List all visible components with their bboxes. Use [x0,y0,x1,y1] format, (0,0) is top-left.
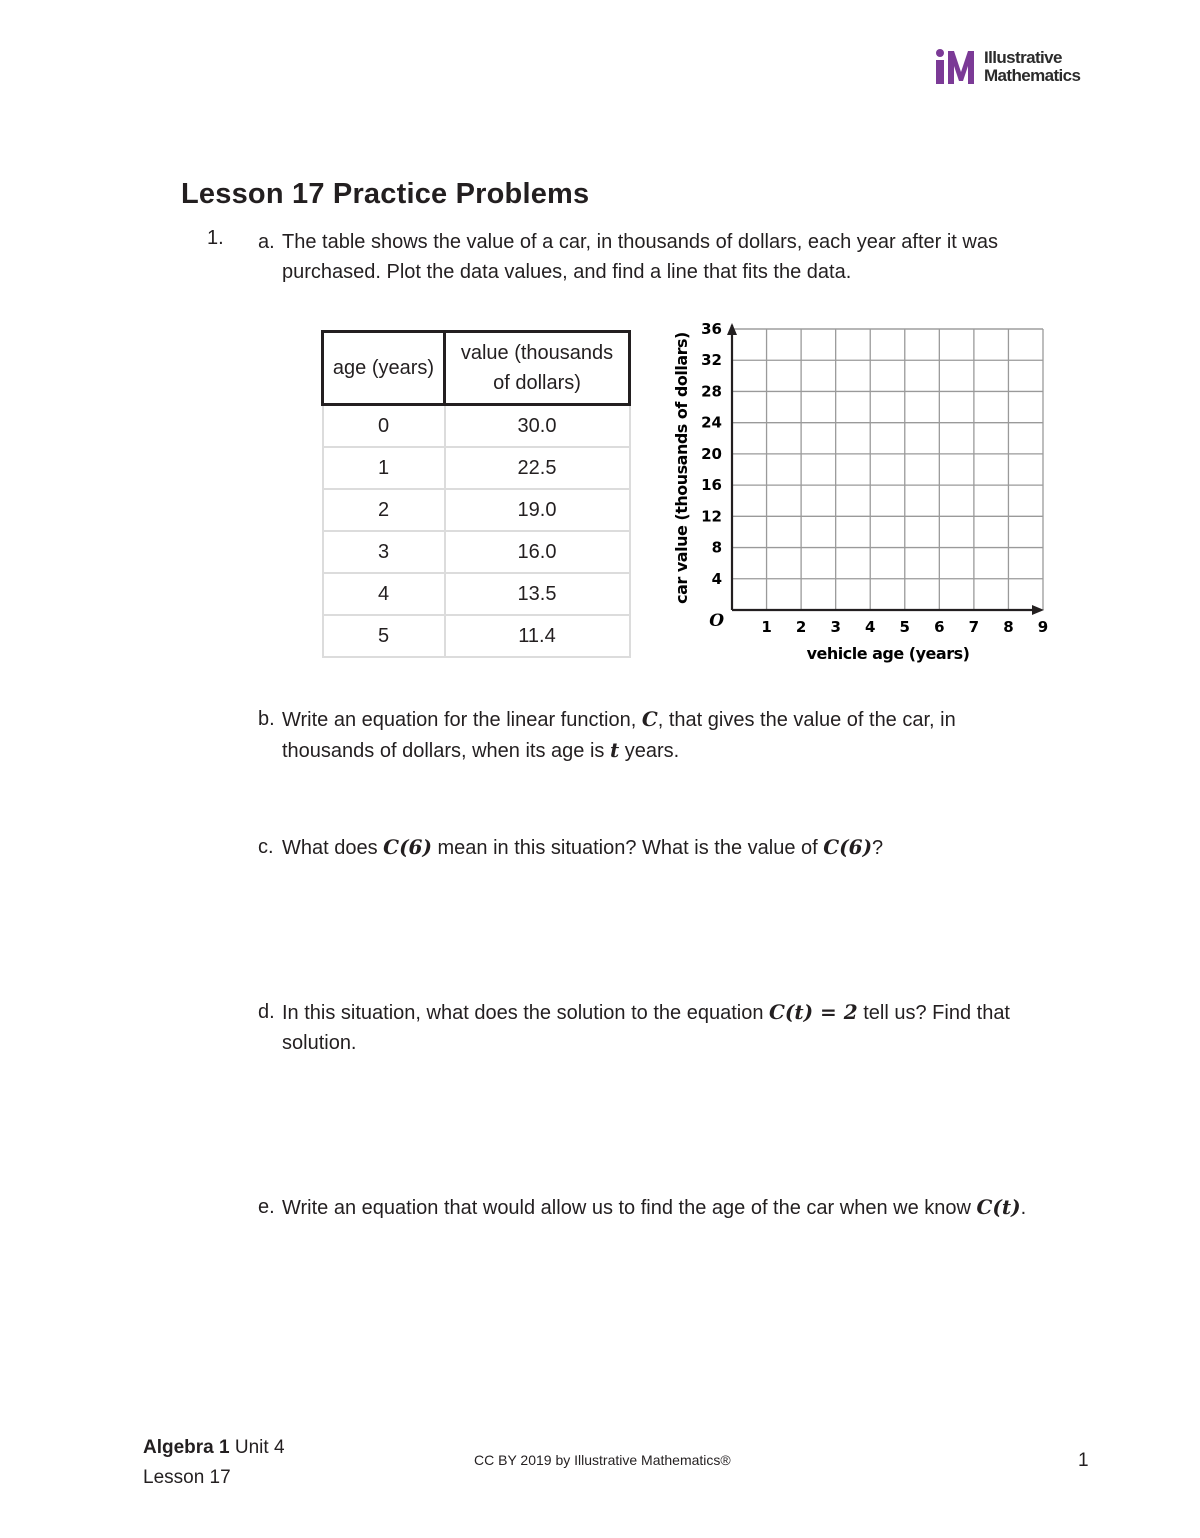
x-tick-label: 1 [761,618,772,636]
header-value: value (thousands of dollars) [445,332,630,405]
x-tick-label: 3 [830,618,841,636]
cell-age: 0 [323,405,445,448]
logo-wordmark [984,49,1080,85]
footer-unit: Unit 4 [234,1437,285,1458]
cell-value: 30.0 [445,405,630,448]
y-tick-label: 32 [701,351,722,370]
part-b-text-3: years. [619,740,680,762]
part-b-text-2: , that gives the value of the car, in thousands of dollars, when its age is [282,709,956,762]
y-tick-label: 12 [701,507,722,526]
x-axis-arrow-icon [1032,605,1044,615]
y-tick-label: 20 [701,444,722,463]
y-tick-label: 16 [701,476,722,495]
footer-course: Algebra 1 [143,1437,230,1458]
cell-age: 5 [323,615,445,657]
grid-lines [732,329,1043,610]
table-row [323,531,630,573]
logo-line-2: Mathematics [984,66,1081,85]
part-e-text [282,1192,1042,1223]
part-c-text [282,832,1042,863]
x-tick-label: 8 [1003,618,1014,636]
cell-value: 19.0 [445,489,630,531]
footer-lesson: Lesson 17 [143,1467,231,1488]
footer-course-line [143,1433,285,1463]
var-t: t [609,738,620,762]
y-tick-label: 8 [711,538,722,557]
part-d-label: d. [258,1001,275,1023]
part-c-text-3: ? [872,837,884,859]
cell-value: 16.0 [445,531,630,573]
origin-label: O [709,611,724,631]
logo-line-1: Illustrative [984,48,1062,67]
cell-age: 1 [323,447,445,489]
x-tick-label: 2 [795,618,807,636]
part-b-label: b. [258,708,275,730]
part-c-text-1: What does [282,837,384,859]
x-tick-label: 5 [899,618,910,636]
part-e-label: e. [258,1196,275,1218]
page-number: 1 [1078,1450,1089,1471]
footer-course-info [143,1433,285,1493]
expr-c-t-equals-2: C(t) = 2 [769,1000,858,1024]
part-b-text-1: Write an equation for the linear function, [282,709,642,731]
part-c-label: c. [258,836,274,858]
page-title: Lesson 17 Practice Problems [181,178,590,210]
cell-value: 22.5 [445,447,630,489]
table-row [323,615,630,657]
tick-labels [701,320,1048,636]
expr-c-6: C(6) [383,835,432,859]
table-row [323,405,630,448]
expr-c-t: C(t) [976,1195,1021,1219]
y-tick-label: 28 [701,382,722,401]
x-tick-label: 7 [968,618,980,636]
cell-age: 2 [323,489,445,531]
cell-value: 11.4 [445,615,630,657]
part-b-text [282,704,1042,766]
cell-age: 4 [323,573,445,615]
part-e-text-1: Write an equation that would allow us to find the age of the car when we know [282,1197,977,1219]
part-a-text: The table shows the value of a car, in thousands of dollars, each year after it was purchased. Plot the data values, and find a line that fits the data. [282,231,998,283]
x-axis-label: vehicle age (years) [806,644,970,663]
cell-value: 13.5 [445,573,630,615]
part-a-label: a. [258,231,275,253]
x-tick-label: 6 [934,618,945,636]
y-axis-label: car value (thousands of dollars) [672,332,691,604]
cell-age: 3 [323,531,445,573]
table-row [323,573,630,615]
problem-number: 1. [207,227,224,249]
table-row [323,447,630,489]
table-header-row [323,332,630,405]
x-tick-label: 4 [865,618,876,636]
part-d-text [282,997,1042,1058]
im-logo-icon [934,48,978,86]
data-table [321,330,631,658]
x-tick-label: 9 [1037,618,1049,636]
y-tick-label: 24 [701,413,722,432]
var-c: C [641,707,658,731]
part-c-text-2: mean in this situation? What is the value of [431,837,824,859]
part-d-text-1: In this situation, what does the solution to the equation [282,1002,769,1024]
expr-c-6-second: C(6) [823,835,873,859]
axes [727,323,1044,615]
footer-license: CC BY 2019 by Illustrative Mathematics® [474,1452,731,1468]
part-e-text-2: . [1020,1197,1027,1219]
part-d-text-2: tell us? Find that solution. [282,1002,1010,1054]
y-tick-label: 4 [711,569,722,588]
table-row [323,489,630,531]
y-tick-label: 36 [701,320,722,338]
coordinate-grid[interactable] [670,318,1060,673]
illustrative-mathematics-logo [934,48,1104,90]
header-age: age (years) [323,332,445,405]
